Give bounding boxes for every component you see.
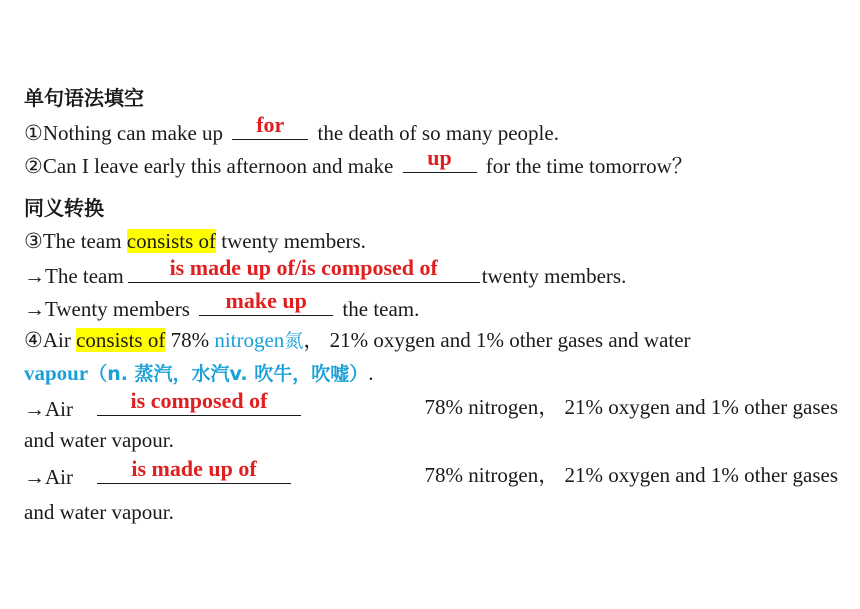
question-text: Nothing can make up [42,121,229,145]
highlighted-phrase: consists of [76,328,166,352]
heading-synonym-conversion: 同义转换 [24,196,104,220]
question-4 [24,326,691,355]
question-text: for the time tomorrow？ [480,154,693,178]
question-4-rewrite-a [24,388,838,423]
arrow-icon: → [24,397,45,421]
question-1 [24,112,559,147]
vocab-word: nitrogen [214,328,285,352]
question-text: the team. [337,297,420,321]
answer-text: for [256,112,285,137]
question-number: ② [24,154,43,178]
question-3-rewrite-b [24,288,420,323]
answer-blank[interactable] [97,456,291,484]
question-4-rewrite-b [24,456,838,491]
highlighted-phrase: consists of [126,229,217,253]
answer-blank[interactable] [232,112,308,140]
question-text: Twenty members [45,297,196,321]
question-3-rewrite-a [24,255,627,290]
answer-blank[interactable] [97,388,301,416]
vocab-gloss: （n. 蒸汽，水汽v. 吹牛，吹嘘） [88,363,369,385]
vocab-word: vapour [24,361,89,385]
question-4-rewrite-b-cont: and water vapour. [24,500,174,524]
question-text: 78% [165,328,215,352]
question-text: The team [42,229,127,253]
question-text: ， 21% oxygen and 1% other gases and water [303,328,691,352]
question-text: Air [42,328,77,352]
question-text: twenty members. [216,229,366,253]
question-number: ① [24,121,43,145]
question-text: Can I leave early this afternoon and make [42,154,399,178]
question-4-rewrite-a-cont: and water vapour. [24,428,174,452]
answer-blank[interactable] [403,145,477,173]
question-number: ④ [24,328,43,352]
question-number: ③ [24,229,43,253]
question-4-vocab-line [24,359,373,388]
question-text: 78% nitrogen， 21% oxygen and 1% other gases [424,395,838,419]
answer-blank[interactable] [199,288,333,316]
question-text: The team [45,264,124,288]
question-text: 78% nitrogen， 21% oxygen and 1% other gases [424,463,838,487]
question-text: twenty members. [481,264,627,288]
answer-text: is made up of/is composed of [169,255,438,280]
heading-single-sentence-fill: 单句语法填空 [24,86,144,110]
question-text: the death of so many people. [312,121,559,145]
arrow-icon: → [24,264,45,288]
question-3 [24,227,366,255]
question-text: Air [45,397,73,421]
arrow-icon: → [24,297,45,321]
question-2 [24,145,693,180]
vocab-gloss: 氮 [284,330,304,352]
answer-text: is composed of [130,388,268,413]
answer-text: make up [225,288,307,313]
arrow-icon: → [24,465,45,489]
question-text: Air [45,465,73,489]
answer-text: is made up of [131,456,257,481]
answer-text: up [427,145,452,170]
question-text: . [368,361,374,385]
answer-blank[interactable] [128,255,480,283]
